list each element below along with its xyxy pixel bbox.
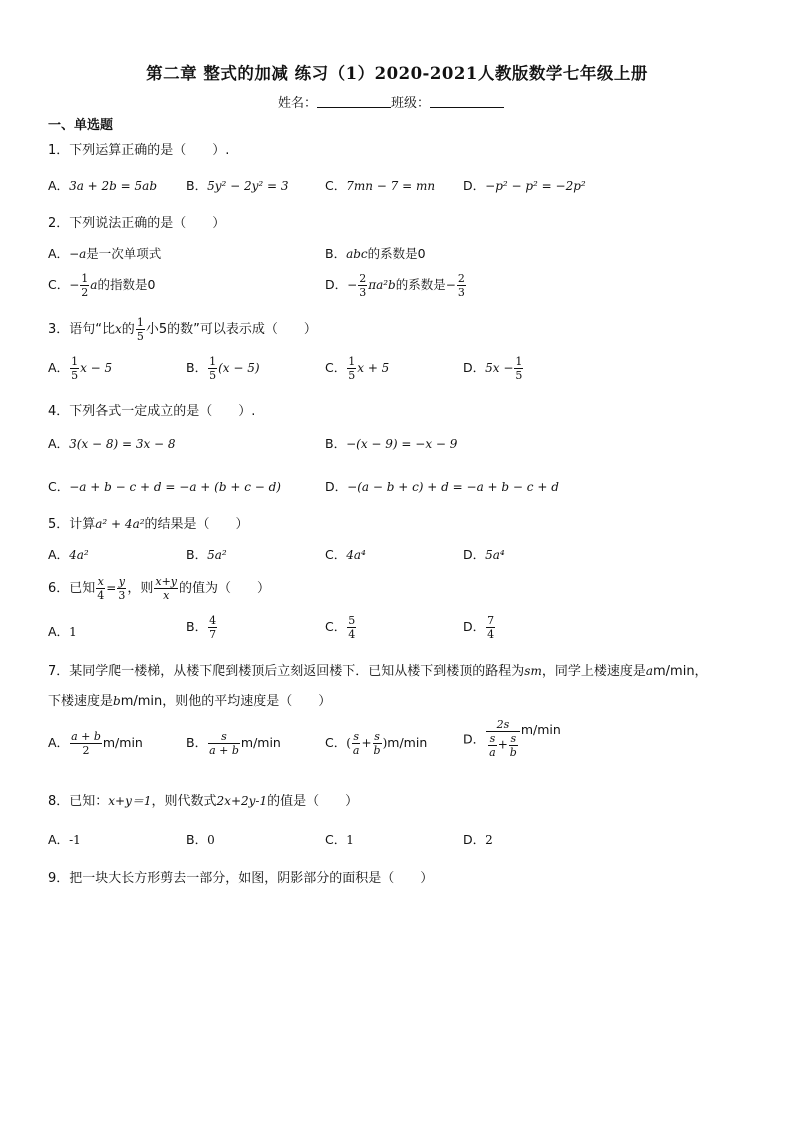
fraction	[352, 730, 361, 757]
option-expr: 1	[69, 625, 77, 639]
stem-text: 8．已知：	[48, 794, 109, 809]
fraction	[136, 316, 145, 343]
option-letter: C．	[325, 547, 347, 562]
fraction	[514, 355, 523, 382]
q2-stem: 2．下列说法正确的是（ ）	[48, 216, 226, 231]
fraction-denominator: x	[163, 589, 170, 602]
q7-option-b[interactable]	[186, 730, 281, 757]
stem-text: 的值是（ ）	[267, 794, 359, 809]
option-letter: B．	[186, 178, 208, 193]
stem-text: 6．已知	[48, 581, 96, 596]
fraction	[96, 575, 105, 602]
q1-option-c[interactable]	[325, 176, 435, 194]
option-letter: C．	[325, 832, 347, 847]
fraction-numerator: a + b	[71, 730, 101, 743]
fraction-denominator: 3	[359, 286, 367, 299]
fraction-denominator: b	[373, 744, 381, 757]
fraction	[347, 614, 356, 641]
fraction-denominator: 4	[487, 628, 495, 641]
q6-option-c[interactable]	[325, 614, 357, 641]
q3-stem	[48, 316, 317, 343]
q4-option-b[interactable]	[325, 434, 457, 452]
q8-option-c[interactable]	[325, 830, 354, 848]
q2-option-a[interactable]	[48, 244, 161, 262]
stem-text: 的值为（ ）	[179, 581, 271, 596]
fraction	[80, 272, 89, 299]
fraction-denominator: 3	[457, 286, 465, 299]
fraction-numerator: y	[118, 575, 125, 588]
option-expr: x − 5	[80, 361, 113, 375]
unit: m/min	[520, 722, 561, 737]
q3-option-c[interactable]	[325, 355, 389, 382]
option-expr: 3(x − 8) = 3x − 8	[69, 437, 176, 451]
q6-option-a[interactable]	[48, 622, 77, 640]
fraction-numerator: 7	[487, 614, 495, 627]
section-heading: 一、单选题	[48, 118, 114, 133]
fraction	[488, 732, 497, 759]
option-expr: (x − 5)	[218, 361, 260, 375]
option-letter: A．	[48, 832, 70, 847]
unit: m/min	[102, 735, 143, 750]
minus-sign: −	[69, 278, 80, 292]
option-letter: B．	[186, 832, 208, 847]
q3-option-a[interactable]	[48, 355, 112, 382]
option-text: 的系数是0	[367, 246, 426, 261]
option-expr: -1	[69, 833, 81, 847]
unit: m/min	[387, 735, 428, 750]
stem-expr: 2x+2y-1	[216, 794, 268, 808]
minus-sign: −	[347, 278, 358, 292]
fraction-numerator: s	[489, 732, 496, 745]
fraction-denominator: a	[352, 744, 360, 757]
q1-option-b[interactable]	[186, 176, 289, 194]
fraction-numerator: 1	[71, 355, 79, 368]
option-letter: C．	[325, 619, 347, 634]
q6-option-d[interactable]	[463, 614, 496, 641]
fraction	[70, 355, 79, 382]
plus-sign: +	[361, 736, 372, 750]
class-label: 班级：	[391, 96, 431, 111]
fraction-denominator: 4	[97, 589, 105, 602]
stem-var: b	[113, 694, 121, 708]
paren: (	[346, 736, 351, 750]
fraction-denominator	[486, 732, 520, 759]
q8-option-d[interactable]	[463, 830, 493, 848]
option-letter: D．	[325, 479, 348, 494]
option-letter: C．	[325, 360, 347, 375]
option-text: 的指数是0	[97, 277, 156, 292]
stem-var: a	[645, 664, 653, 678]
option-letter: D．	[463, 547, 486, 562]
stem-expr: a² + 4a²	[95, 517, 145, 531]
option-letter: B．	[186, 547, 208, 562]
option-letter: A．	[48, 735, 70, 750]
option-expr: −a	[69, 247, 87, 261]
stem-var: x	[115, 322, 122, 336]
option-letter: A．	[48, 178, 70, 193]
fraction	[509, 732, 518, 759]
option-letter: B．	[325, 246, 347, 261]
option-expr: 5y² − 2y² = 3	[207, 179, 289, 193]
option-letter: B．	[186, 735, 208, 750]
name-label: 姓名：	[278, 96, 318, 111]
fraction	[457, 272, 466, 299]
q2-option-c[interactable]	[48, 272, 155, 299]
fraction-denominator: b	[509, 746, 517, 759]
fraction-denominator: 5	[71, 369, 79, 382]
fraction-denominator: 2	[81, 286, 89, 299]
q7-option-a[interactable]	[48, 730, 143, 757]
fraction	[117, 575, 126, 602]
fraction	[373, 730, 382, 757]
option-letter: D．	[463, 360, 486, 375]
q8-option-a[interactable]	[48, 830, 81, 848]
option-expr: 5x −	[485, 361, 514, 375]
option-letter: D．	[463, 619, 486, 634]
name-class-line	[278, 92, 504, 111]
fraction	[208, 730, 240, 757]
q3-option-b[interactable]	[186, 355, 260, 382]
fraction	[358, 272, 367, 299]
unit: m/min	[240, 735, 281, 750]
fraction-numerator: 1	[209, 355, 217, 368]
q5-stem	[48, 513, 249, 532]
option-letter: B．	[325, 436, 347, 451]
q1-option-a[interactable]	[48, 176, 157, 194]
option-letter: B．	[186, 360, 208, 375]
fraction-numerator: 2	[457, 272, 465, 285]
stem-text: 3．语句“比	[48, 322, 116, 337]
option-letter: A．	[48, 624, 70, 639]
option-expr: −a + b − c + d = −a + (b + c − d)	[69, 480, 281, 494]
stem-var: sm	[524, 664, 542, 678]
option-expr: 1	[346, 833, 354, 847]
q2-option-d[interactable]	[325, 272, 467, 299]
option-letter: A．	[48, 360, 70, 375]
q7-option-c[interactable]	[325, 730, 427, 757]
option-letter: A．	[48, 547, 70, 562]
fraction-numerator: s	[510, 732, 517, 745]
option-expr: abc	[346, 247, 368, 261]
stem-text: ，同学上楼速度是	[541, 664, 646, 679]
stem-text: 7．某同学爬一楼梯，从楼下爬到楼顶后立刻返回楼下．已知从楼下到楼顶的路程为	[48, 664, 525, 679]
q1-stem: 1．下列运算正确的是（ ）.	[48, 143, 230, 158]
option-expr: 7mn − 7 = mn	[346, 179, 436, 193]
option-letter: C．	[325, 735, 347, 750]
fraction	[208, 355, 217, 382]
option-letter: A．	[48, 436, 70, 451]
fraction-denominator: 4	[348, 628, 356, 641]
fraction-denominator: 5	[209, 369, 217, 382]
plus-sign: +	[497, 737, 508, 752]
option-expr: a	[90, 278, 98, 292]
fraction-numerator: x	[97, 575, 104, 588]
q5-option-c[interactable]	[325, 545, 366, 563]
option-letter: C．	[48, 277, 70, 292]
option-expr: 5a²	[207, 548, 227, 562]
fraction	[70, 730, 102, 757]
fraction-denominator: a	[489, 746, 496, 759]
option-text: 是一次单项式	[86, 246, 162, 261]
paren: )	[382, 736, 388, 750]
q6-stem	[48, 575, 270, 602]
fraction-numerator: 2	[359, 272, 367, 285]
class-blank[interactable]	[430, 95, 504, 108]
option-letter: D．	[325, 277, 348, 292]
option-expr: x + 5	[357, 361, 390, 375]
option-expr: −(x − 9) = −x − 9	[346, 437, 458, 451]
option-letter: C．	[48, 479, 70, 494]
stem-text: 的	[121, 322, 135, 337]
fraction-numerator: 2s	[486, 718, 520, 732]
stem-text: 下楼速度是	[48, 694, 114, 709]
fraction-denominator: 3	[118, 589, 126, 602]
stem-text: 小5的数”可以表示成（ ）	[145, 322, 317, 337]
option-expr: πa²b	[368, 278, 396, 292]
q4-option-a[interactable]	[48, 434, 176, 452]
fraction	[154, 575, 178, 602]
fraction-denominator: 7	[209, 628, 217, 641]
stem-text: m/min，	[653, 664, 708, 679]
compound-fraction	[486, 718, 520, 759]
fraction-numerator: x+y	[155, 575, 177, 588]
fraction	[208, 614, 217, 641]
fraction-denominator: a + b	[209, 744, 239, 757]
minus-sign: −	[445, 278, 456, 292]
stem-text: ，则	[127, 581, 154, 596]
option-letter: C．	[325, 178, 347, 193]
q8-option-b[interactable]	[186, 830, 215, 848]
fraction-numerator: 1	[136, 316, 144, 329]
option-expr: 5a⁴	[485, 548, 505, 562]
option-letter: B．	[186, 619, 208, 634]
q9-stem: 9．把一块大长方形剪去一部分，如图，阴影部分的面积是（ ）	[48, 871, 434, 886]
q5-option-a[interactable]	[48, 545, 89, 563]
q6-option-b[interactable]	[186, 614, 218, 641]
option-text: 的系数是	[395, 277, 446, 292]
fraction-numerator: 4	[209, 614, 217, 627]
fraction-numerator: 1	[348, 355, 356, 368]
fraction	[486, 614, 495, 641]
q4-option-c[interactable]	[48, 477, 281, 495]
q2-option-b[interactable]	[325, 244, 426, 262]
stem-expr: x+y＝1	[108, 794, 152, 808]
fraction-denominator: 2	[82, 744, 90, 757]
fraction-denominator: 5	[136, 330, 144, 343]
option-expr: 3a + 2b = 5ab	[69, 179, 158, 193]
q4-option-d[interactable]	[325, 477, 559, 495]
q7-option-d[interactable]	[463, 718, 561, 759]
option-expr: −(a − b + c) + d = −a + b − c + d	[347, 480, 559, 494]
q7-stem-line1	[48, 660, 708, 679]
fraction-numerator: s	[374, 730, 380, 743]
equals-sign: =	[106, 581, 117, 595]
q8-stem	[48, 790, 358, 809]
q7-stem-line2	[48, 690, 331, 709]
option-letter: D．	[463, 832, 486, 847]
option-expr: 2	[485, 833, 493, 847]
name-blank[interactable]	[317, 95, 391, 108]
q5-option-d[interactable]	[463, 545, 505, 563]
stem-text: 5．计算	[48, 517, 96, 532]
stem-text: m/min，则他的平均速度是（ ）	[120, 694, 332, 709]
stem-text: 的结果是（ ）	[144, 517, 249, 532]
fraction-numerator: 5	[348, 614, 356, 627]
option-expr: −p² − p² = −2p²	[485, 179, 586, 193]
option-letter: A．	[48, 246, 70, 261]
option-expr: 4a²	[69, 548, 89, 562]
q4-stem: 4．下列各式一定成立的是（ ）.	[48, 404, 256, 419]
stem-text: ，则代数式	[151, 794, 217, 809]
option-letter: D．	[463, 178, 486, 193]
option-expr: 0	[207, 833, 215, 847]
page-title: 第二章 整式的加减 练习（1）2020-2021人教版数学七年级上册	[146, 64, 648, 83]
fraction	[347, 355, 356, 382]
q3-option-d[interactable]	[463, 355, 524, 382]
q5-option-b[interactable]	[186, 545, 227, 563]
fraction-denominator: 5	[515, 369, 523, 382]
option-expr: 4a⁴	[346, 548, 366, 562]
option-letter: D．	[463, 731, 486, 747]
fraction-denominator: 5	[348, 369, 356, 382]
q1-option-d[interactable]	[463, 176, 586, 194]
fraction-numerator: 1	[81, 272, 89, 285]
fraction-numerator: s	[353, 730, 360, 743]
fraction-numerator: s	[208, 730, 240, 744]
fraction-numerator: 1	[515, 355, 523, 368]
